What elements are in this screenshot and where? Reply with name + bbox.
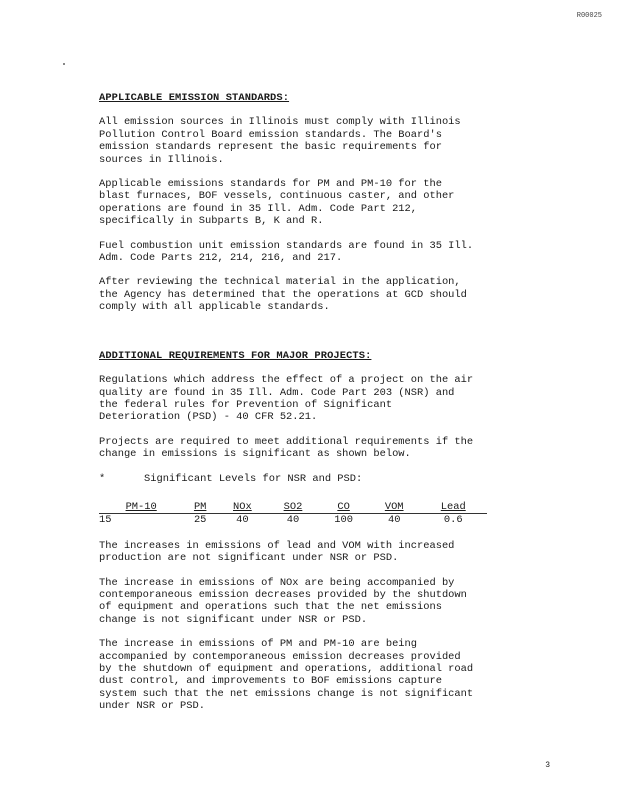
table-header-cell: PM: [193, 500, 207, 513]
table-header-cell: CO: [337, 500, 350, 513]
table-row: [99, 514, 487, 527]
table-header-cell: VOM: [384, 500, 404, 513]
table-header-cell: PM-10: [125, 500, 157, 513]
section-heading-emission-standards: APPLICABLE EMISSION STANDARDS:: [99, 92, 290, 104]
bullet-symbol: *: [99, 472, 106, 485]
scan-mark: [63, 63, 65, 65]
table-header-cell: SO2: [283, 500, 303, 513]
bullet-text: Significant Levels for NSR and PSD:: [144, 472, 363, 485]
bullet-item: [99, 473, 539, 485]
table-cell: 40: [369, 514, 420, 527]
table-cell: 0.6: [420, 514, 488, 527]
paragraph: The increase in emissions of PM and PM-10 are being accompanied by contemporaneous emission decreases provided by the shutdown of equipment and operations, additional road dust control, and improvements to BOF emissions capture system such that the net emissions change is not significant under NSR or PSD.: [99, 638, 474, 713]
document-id: R00025: [576, 12, 602, 20]
table-cell: 25: [183, 514, 217, 527]
paragraph: The increases in emissions of lead and VOM with increased production are not significant under NSR or PSD.: [99, 539, 455, 565]
document-body: [99, 92, 539, 725]
table-cell: 40: [268, 514, 319, 527]
section-gap: [99, 326, 539, 350]
section-heading-major-projects: ADDITIONAL REQUIREMENTS FOR MAJOR PROJECTS:: [99, 349, 372, 362]
paragraph: The increase in emissions of NOx are being accompanied by contemporaneous emission decreases provided by the shutdown of equipment and operations such that the net emissions change is not significant under NSR or PSD.: [99, 576, 467, 626]
paragraph: Regulations which address the effect of a project on the air quality are found in 35 Ill. Adm. Code Part 203 (NSR) and the federal rules for Prevention of Significant Deterioration (PSD) - 40 CFR 52.21.: [99, 374, 474, 424]
paragraph: Projects are required to meet additional requirements if the change in emissions is significant as shown below.: [99, 435, 474, 461]
table-header-cell: NOx: [233, 500, 252, 513]
page-number: 3: [545, 760, 550, 770]
paragraph: Fuel combustion unit emission standards are found in 35 Ill. Adm. Code Parts 212, 214, 216, and 217.: [99, 239, 474, 265]
table-header-cell: Lead: [440, 500, 466, 513]
paragraph: After reviewing the technical material in the application, the Agency has determined that the operations at GCD should comply with all applicable standards.: [99, 276, 467, 314]
significant-levels-table: [99, 501, 487, 527]
table-cell: 40: [217, 514, 268, 527]
table-cell: 100: [318, 514, 369, 527]
table-cell: 15: [99, 514, 183, 527]
paragraph: All emission sources in Illinois must comply with Illinois Pollution Control Board emission standards. The Board's emission standards represent the basic requirements for sources in Illinois.: [99, 116, 461, 166]
paragraph: Applicable emissions standards for PM and PM-10 for the blast furnaces, BOF vessels, continuous caster, and other operations are found in 35 Ill. Adm. Code Part 212, specifically in Subparts B, K and R.: [99, 178, 455, 228]
table-header-row: [99, 501, 487, 514]
